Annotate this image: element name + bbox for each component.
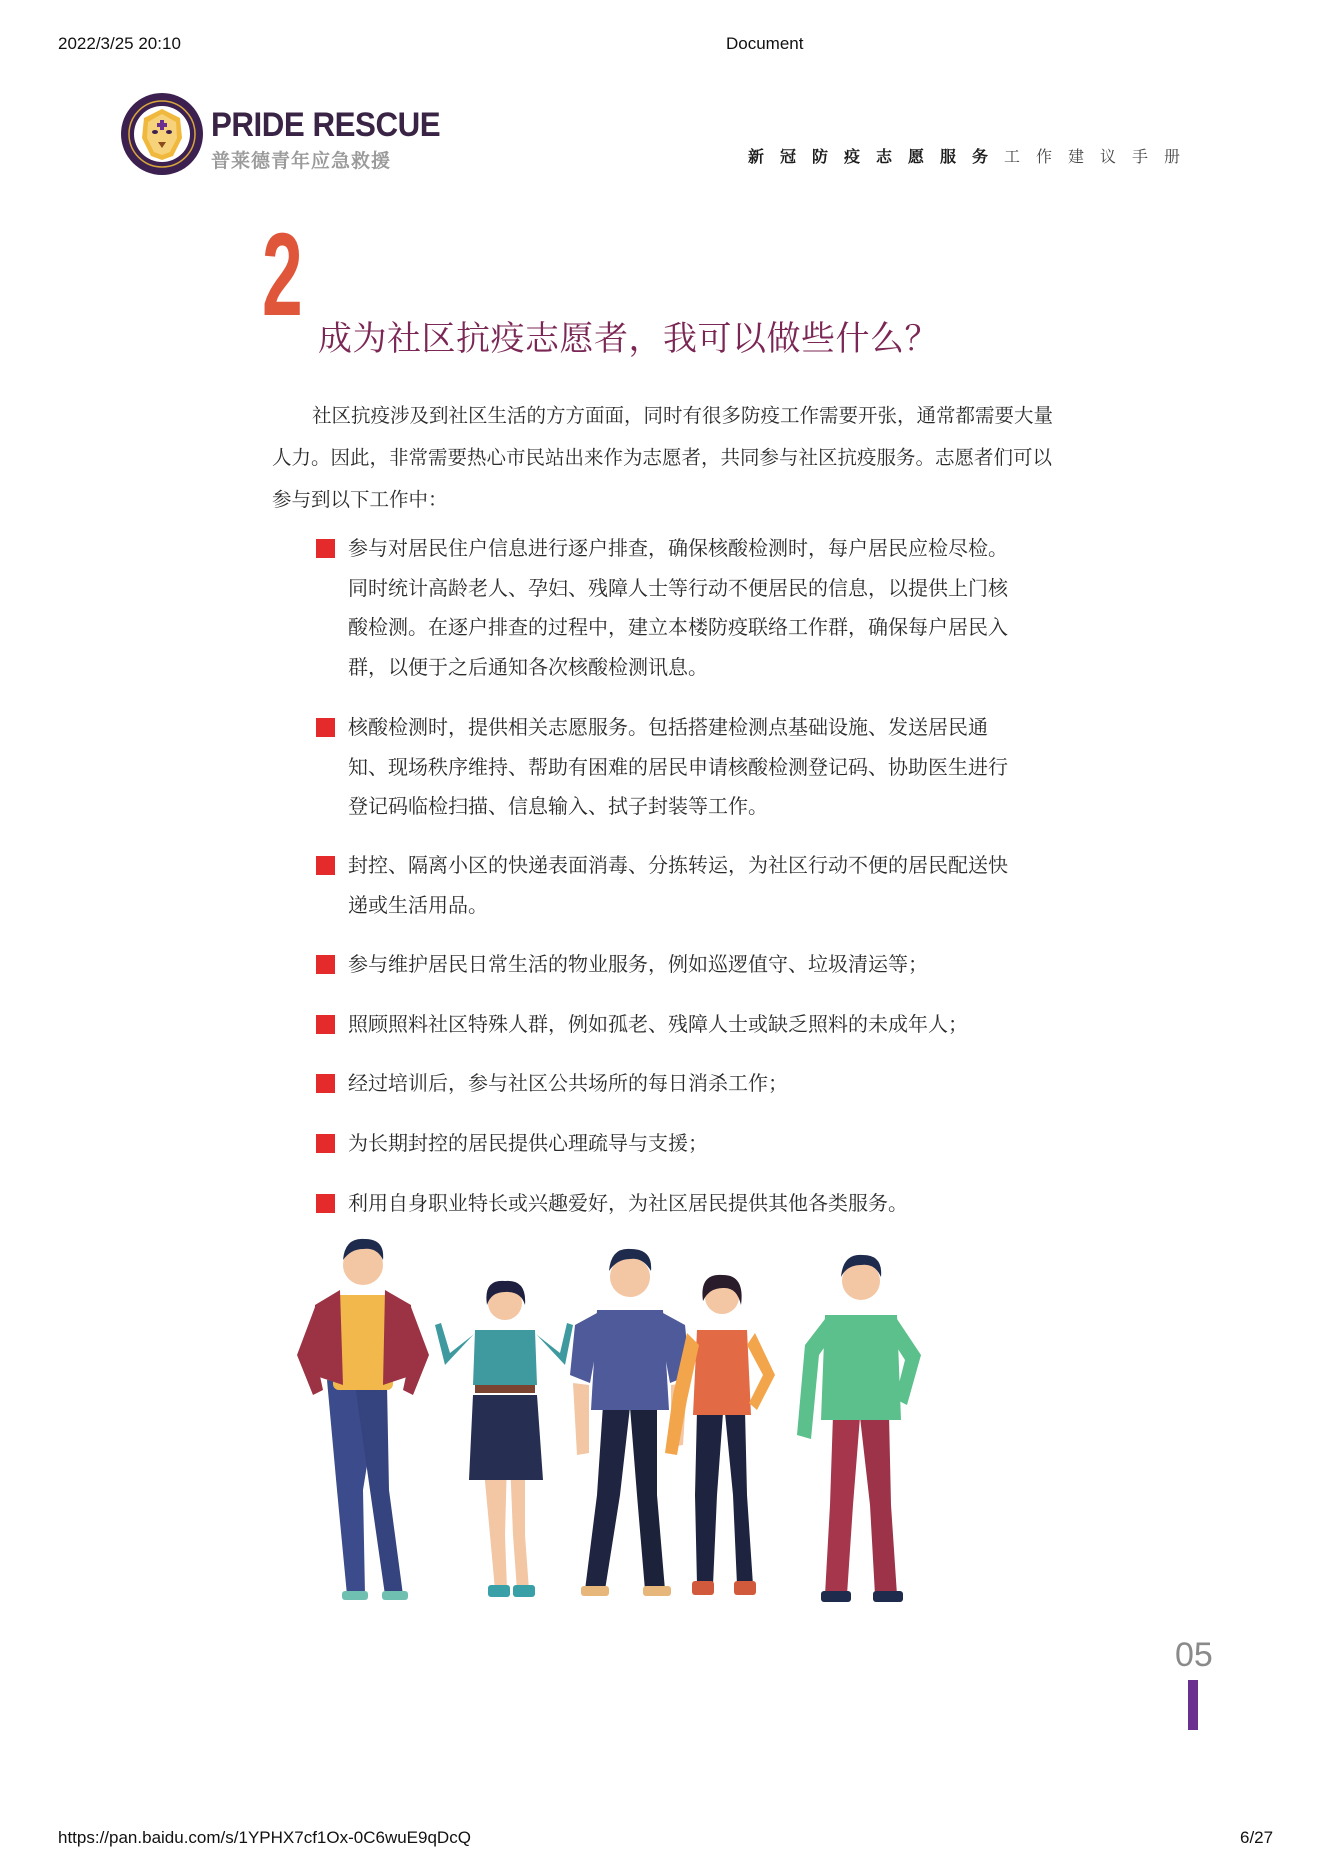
doc-subtitle-bold: 新冠防疫志愿服务 — [748, 147, 1005, 166]
person-figure — [797, 1255, 921, 1602]
list-item-line: 同时统计高龄老人、孕妇、残障人士等行动不便居民的信息，以提供上门核 — [348, 575, 1008, 600]
list-item-line: 酸检测。在逐户排查的过程中，建立本楼防疫联络工作群，确保每户居民入 — [348, 615, 1008, 639]
bullet-square-icon — [316, 1194, 335, 1213]
print-url[interactable]: https://pan.baidu.com/s/1YPHX7cf1Ox-0C6wuE9qDcQ — [58, 1828, 471, 1847]
list-item-line: 参与对居民住户信息进行逐户排查，确保核酸检测时，每户居民应检尽检。 — [348, 536, 1008, 560]
intro-paragraph — [272, 395, 1082, 521]
person-figure — [297, 1239, 429, 1600]
list-item-line: 经过培训后，参与社区公共场所的每日消杀工作； — [348, 1071, 788, 1095]
bullet-square-icon — [316, 1074, 335, 1093]
section-number: 2 — [262, 209, 303, 341]
brand-name-en: PRIDE RESCUE — [211, 106, 441, 144]
list-item-line: 参与维护居民日常生活的物业服务，例如巡逻值守、垃圾清运等； — [348, 952, 928, 976]
lion-badge-icon — [120, 92, 204, 176]
list-item-line: 为长期封控的居民提供心理疏导与支援； — [348, 1131, 708, 1155]
volunteers-group-illustration — [285, 1235, 1065, 1605]
list-item-line: 递或生活用品。 — [348, 892, 488, 917]
list-item-line: 群，以便于之后通知各次核酸检测讯息。 — [348, 654, 708, 679]
bullet-square-icon — [316, 856, 335, 875]
list-item-line: 封控、隔离小区的快递表面消毒、分拣转运，为社区行动不便的居民配送快 — [348, 853, 1008, 877]
doc-subtitle — [748, 144, 1196, 167]
page-number-bar — [1188, 1680, 1198, 1730]
print-datetime: 2022/3/25 20:10 — [58, 34, 181, 53]
bullet-square-icon — [316, 955, 335, 974]
bullet-square-icon — [316, 1015, 335, 1034]
bullet-square-icon — [316, 539, 335, 558]
print-page-count: 6/27 — [1240, 1828, 1274, 1847]
bullet-square-icon — [316, 718, 335, 737]
doc-subtitle-light: 工作建议手册 — [1004, 147, 1197, 166]
section-title: 成为社区抗疫志愿者，我可以做些什么？ — [318, 319, 939, 359]
brand-name-cn: 普莱德青年应急救援 — [211, 150, 392, 172]
intro-line: 社区抗疫涉及到社区生活的方方面面，同时有很多防疫工作需要开张，通常都需要大量 — [312, 404, 1054, 427]
intro-line: 参与到以下工作中： — [272, 488, 448, 511]
list-item-line: 照顾照料社区特殊人群，例如孤老、残障人士或缺乏照料的未成年人； — [348, 1012, 968, 1036]
print-doc-title: Document — [726, 34, 804, 53]
intro-line: 人力。因此，非常需要热心市民站出来作为志愿者，共同参与社区抗疫服务。志愿者们可以 — [272, 446, 1053, 469]
person-figure — [435, 1281, 573, 1597]
page-number: 05 — [1175, 1636, 1213, 1674]
list-item-line: 知、现场秩序维持、帮助有困难的居民申请核酸检测登记码、协助医生进行 — [348, 754, 1008, 779]
list-item-line: 登记码临检扫描、信息输入、拭子封装等工作。 — [348, 794, 768, 818]
bullet-square-icon — [316, 1134, 335, 1153]
list-item-line: 利用自身职业特长或兴趣爱好，为社区居民提供其他各类服务。 — [348, 1191, 908, 1215]
list-item-line: 核酸检测时，提供相关志愿服务。包括搭建检测点基础设施、发送居民通 — [348, 715, 988, 739]
